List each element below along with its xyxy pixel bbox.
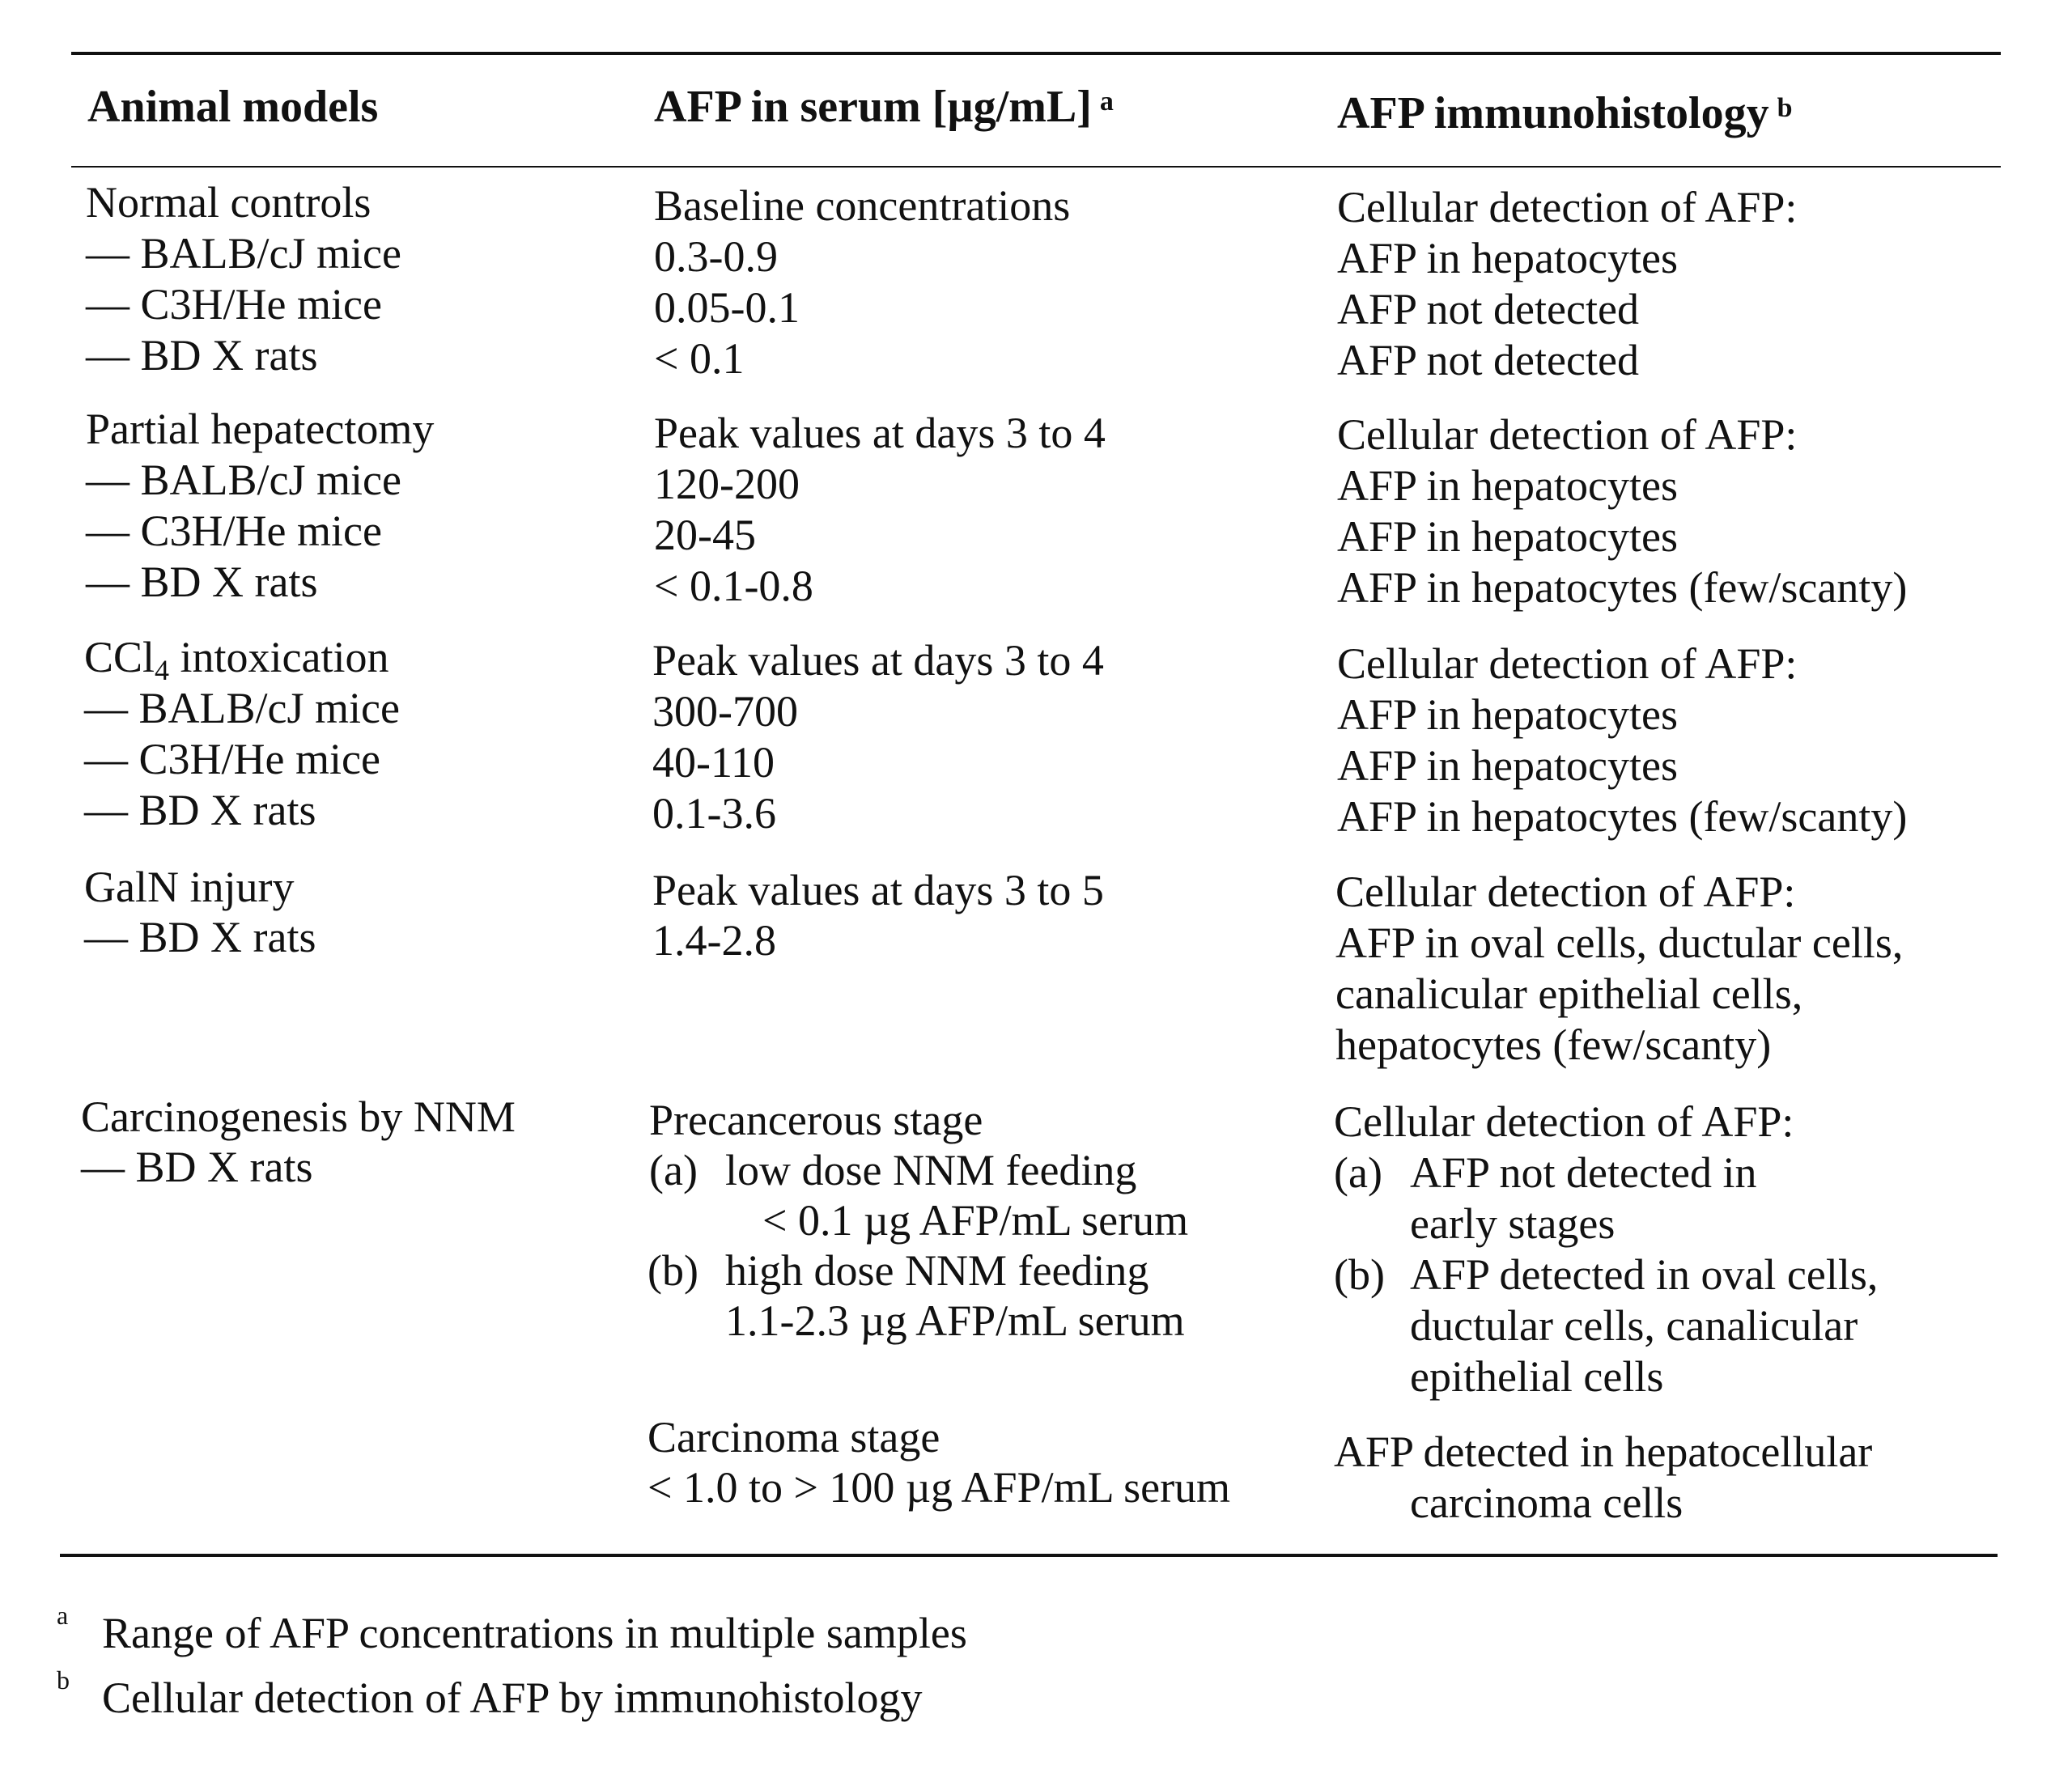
histo-cell: AFP in hepatocytes (few/scanty) xyxy=(1337,792,1908,841)
histo-cell: AFP detected in oval cells, xyxy=(1410,1250,1879,1299)
strain: — C3H/He mice xyxy=(86,507,382,555)
footnote-mark: b xyxy=(57,1665,70,1695)
strain: — BD X rats xyxy=(84,913,316,961)
histo-cell: epithelial cells xyxy=(1410,1352,1664,1401)
strain: — BALB/cJ mice xyxy=(84,684,400,732)
serum-item-marker: (a) xyxy=(649,1146,698,1194)
serum-item-marker: (b) xyxy=(648,1246,698,1295)
footnote-mark: a xyxy=(57,1601,69,1630)
histo-item-marker: (b) xyxy=(1334,1250,1385,1299)
histo-cell: Cellular detection of AFP: xyxy=(1335,868,1796,916)
histo-cell: carcinoma cells xyxy=(1410,1478,1684,1527)
footnote-a: a Range of AFP concentrations in multiple samples xyxy=(57,1601,967,1657)
strain: — BD X rats xyxy=(81,1143,313,1191)
histo-cell: Cellular detection of AFP: xyxy=(1334,1097,1794,1146)
strain: — BALB/cJ mice xyxy=(86,229,401,278)
strain: — BD X rats xyxy=(86,558,318,606)
model-name: Normal controls xyxy=(86,178,372,227)
serum-cell: < 1.0 to > 100 µg AFP/mL serum xyxy=(648,1463,1231,1512)
histo-cell: AFP not detected xyxy=(1337,336,1639,384)
footnote-mark-a: a xyxy=(1099,87,1114,117)
histo-cell: AFP in oval cells, ductular cells, xyxy=(1335,918,1904,967)
strain: — C3H/He mice xyxy=(86,280,382,329)
serum-cell: < 0.1-0.8 xyxy=(654,562,813,610)
header-afp-immunohistology: AFP immunohistology $^b$ xyxy=(1337,88,1793,138)
serum-cell: 1.4-2.8 xyxy=(652,916,776,965)
histo-cell: Cellular detection of AFP: xyxy=(1337,410,1798,459)
serum-cell: Precancerous stage xyxy=(649,1096,983,1144)
histo-cell: Cellular detection of AFP: xyxy=(1337,183,1798,231)
histo-cell: AFP in hepatocytes xyxy=(1337,234,1678,282)
serum-cell: Peak values at days 3 to 4 xyxy=(654,409,1106,457)
footnote-mark-b: b xyxy=(1777,93,1793,123)
serum-cell: 120-200 xyxy=(654,460,800,508)
histo-cell: AFP in hepatocytes xyxy=(1337,461,1678,510)
serum-cell: high dose NNM feeding xyxy=(725,1246,1149,1295)
serum-cell: < 0.1 xyxy=(654,334,745,383)
serum-cell: Baseline concentrations xyxy=(654,181,1071,230)
histo-cell: AFP in hepatocytes (few/scanty) xyxy=(1337,563,1908,612)
model-name: GalN injury xyxy=(84,863,295,911)
strain: — BD X rats xyxy=(84,786,316,834)
histo-item-marker: (a) xyxy=(1334,1148,1382,1197)
histo-cell: early stages xyxy=(1410,1199,1616,1248)
model-name: Partial hepatectomy xyxy=(86,405,435,453)
histo-cell: AFP not detected in xyxy=(1410,1148,1757,1197)
histo-cell: ductular cells, canalicular xyxy=(1410,1301,1858,1350)
histo-cell: AFP detected in hepatocellular xyxy=(1334,1428,1873,1476)
serum-cell: low dose NNM feeding xyxy=(725,1146,1137,1194)
serum-cell: 40-110 xyxy=(652,738,775,787)
histo-cell: AFP in hepatocytes xyxy=(1337,512,1678,561)
header-rule xyxy=(71,166,2001,168)
serum-cell: 0.1-3.6 xyxy=(652,789,776,838)
histo-cell: AFP in hepatocytes xyxy=(1337,690,1678,739)
model-name: Carcinogenesis by NNM xyxy=(81,1092,516,1141)
strain: — C3H/He mice xyxy=(84,735,380,783)
footnote-b: b Cellular detection of AFP by immunohistology xyxy=(57,1665,923,1722)
histo-cell: Cellular detection of AFP: xyxy=(1337,639,1798,688)
serum-cell: Peak values at days 3 to 5 xyxy=(652,866,1104,914)
serum-cell: < 0.1 µg AFP/mL serum xyxy=(762,1196,1189,1245)
header-afp-serum: AFP in serum [µg/mL] $^a$ xyxy=(654,82,1114,132)
histo-cell: canalicular epithelial cells, xyxy=(1335,969,1803,1018)
serum-cell: 300-700 xyxy=(652,687,798,736)
strain: — BALB/cJ mice xyxy=(86,456,401,504)
serum-cell: 20-45 xyxy=(654,511,756,559)
serum-cell: 0.3-0.9 xyxy=(654,232,778,281)
model-name: CCl4 intoxication xyxy=(84,633,389,686)
serum-cell: 1.1-2.3 µg AFP/mL serum xyxy=(725,1296,1185,1345)
serum-cell: 0.05-0.1 xyxy=(654,283,800,332)
table-bottom-rule xyxy=(60,1554,1998,1557)
serum-cell: Peak values at days 3 to 4 xyxy=(652,636,1104,685)
strain: — BD X rats xyxy=(86,331,318,380)
serum-cell: Carcinoma stage xyxy=(648,1413,940,1461)
histo-cell: AFP not detected xyxy=(1337,285,1639,333)
histo-cell: AFP in hepatocytes xyxy=(1337,741,1678,790)
histo-cell: hepatocytes (few/scanty) xyxy=(1335,1020,1772,1069)
header-animal-models: Animal models xyxy=(87,82,379,132)
table-top-rule xyxy=(71,52,2001,55)
